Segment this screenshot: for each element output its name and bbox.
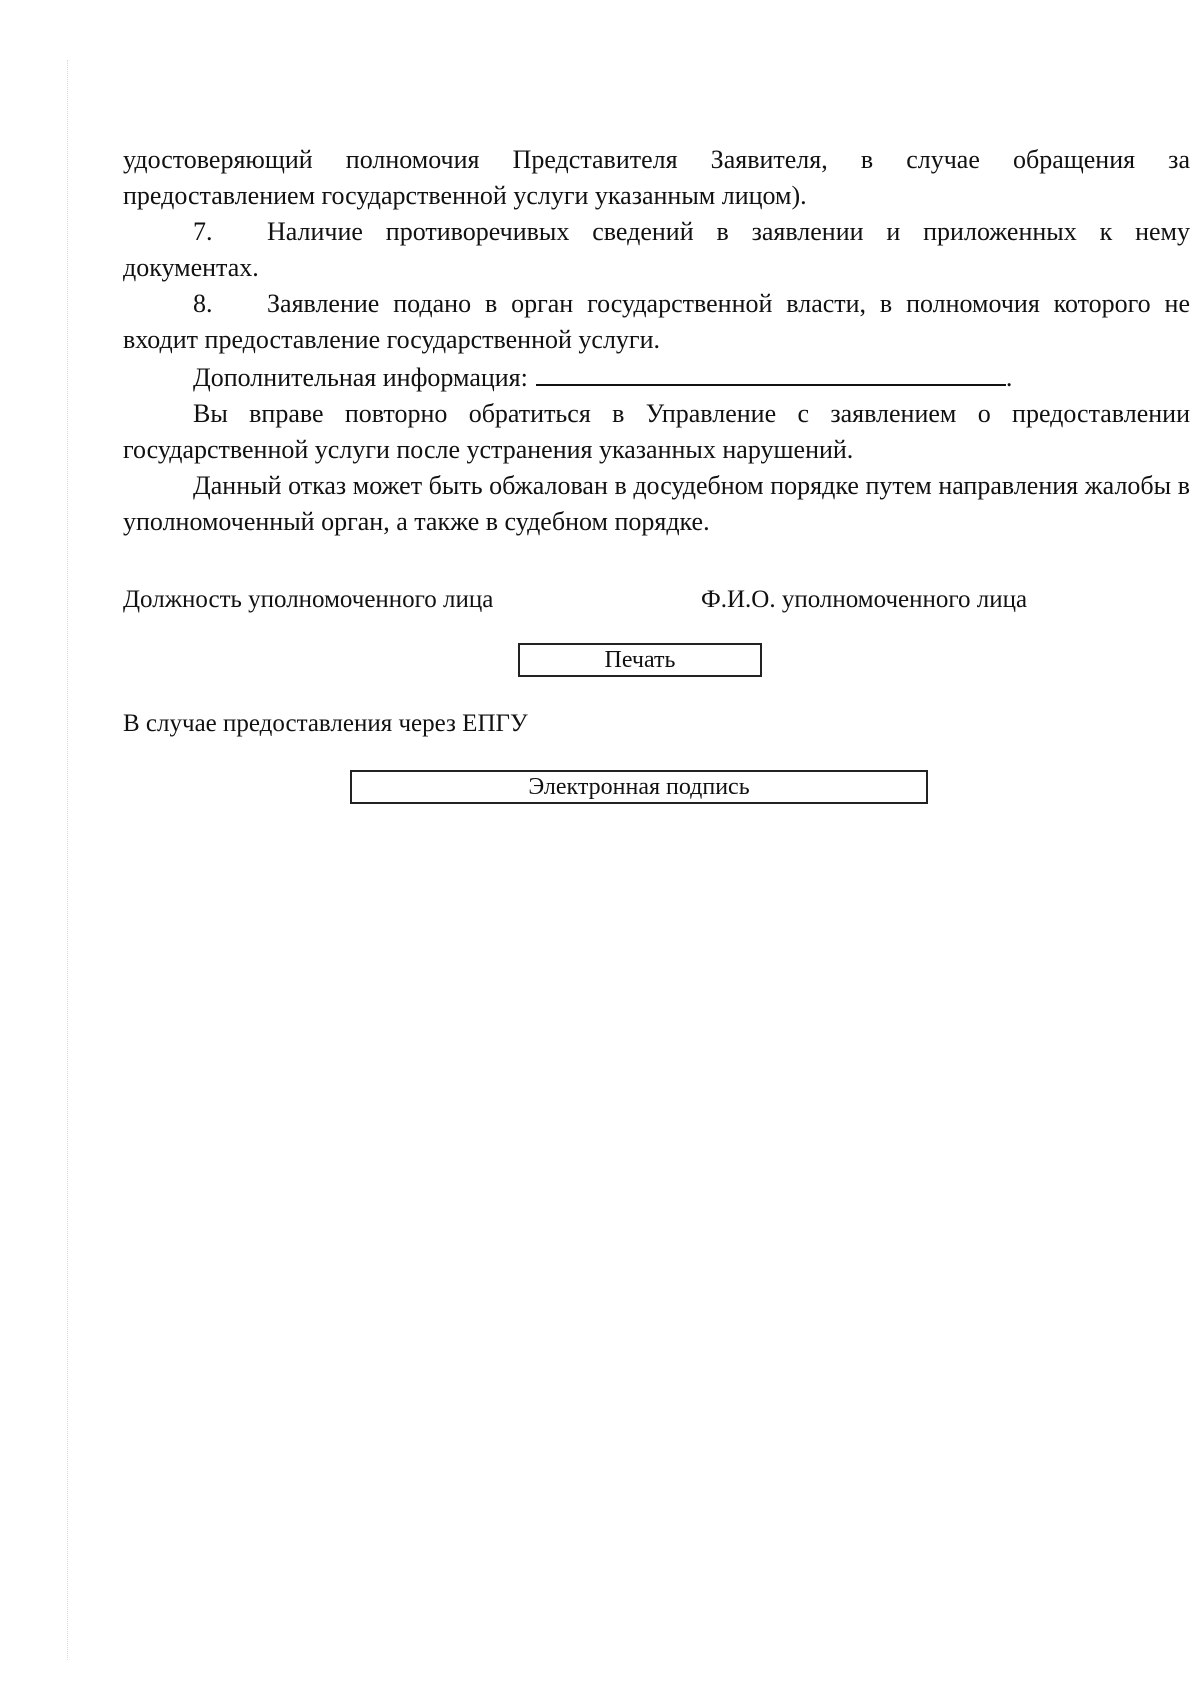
reapply-paragraph: Вы вправе повторно обратиться в Управление с заявлением о предоставлении государственной услуги после устранения указанных нарушений. [123,399,1190,464]
list-item-text: Заявление подано в орган государственной власти, в полномочия которого не входит предоставление государственной услуги. [123,289,1190,354]
paragraph-continuation: удостоверяющий полномочия Представителя Заявителя, в случае обращения за предоставлением государственной услуги указанным лицом). [123,145,1190,210]
epgu-note: В случае предоставления через ЕПГУ [123,710,528,737]
list-item [123,214,1190,286]
document-body [123,142,1190,540]
additional-info-label: Дополнительная информация: [193,363,528,392]
position-label: Должность уполномоченного лица [123,586,494,613]
list-item [123,286,1190,358]
list-item-number: 8. [193,289,213,318]
additional-info-line [123,358,1190,396]
name-label: Ф.И.О. уполномоченного лица [701,586,1028,613]
appeal-paragraph: Данный отказ может быть обжалован в досудебном порядке путем направления жалобы в уполномоченный орган, а также в судебном порядке. [123,471,1190,536]
list-item-text: Наличие противоречивых сведений в заявлении и приложенных к нему документах. [123,217,1190,282]
electronic-signature-button[interactable]: Электронная подпись [350,770,928,804]
additional-info-blank [536,358,1006,386]
print-button[interactable]: Печать [518,643,762,677]
list-item-number: 7. [193,217,213,246]
additional-info-end: . [1005,363,1013,392]
scan-edge-artifact [67,60,68,1660]
